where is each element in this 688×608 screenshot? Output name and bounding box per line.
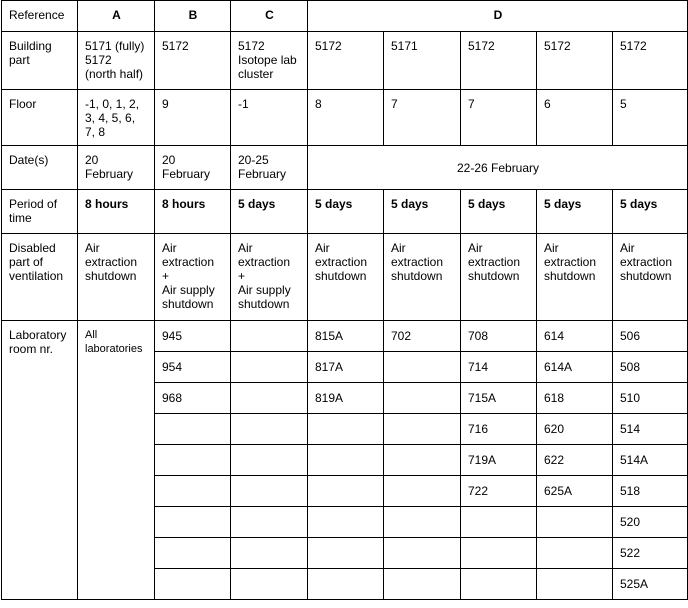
building-d5: 5172 [613,32,688,90]
period-d1: 5 days [308,190,384,234]
period-d5: 5 days [613,190,688,234]
lab-cell: 625A [537,476,613,507]
lab-cell: 614A [537,352,613,383]
lab-cell [384,445,461,476]
lab-cell: 968 [155,383,231,414]
disabled-d1: Air extraction shutdown [308,234,384,321]
floor-c: -1 [231,90,308,146]
lab-cell [231,414,308,445]
lab-cell: 708 [461,321,537,352]
lab-cell [384,569,461,600]
floor-b: 9 [155,90,231,146]
lab-cell [384,352,461,383]
lab-cell [384,476,461,507]
labs-label: Laboratory room nr. [2,321,78,600]
floor-d5: 5 [613,90,688,146]
disabled-label: Disabled part of ventilation [2,234,78,321]
lab-cell: 702 [384,321,461,352]
dates-a: 20 February [78,146,155,190]
lab-cell: 508 [613,352,688,383]
lab-cell [308,476,384,507]
lab-cell [384,538,461,569]
period-a: 8 hours [78,190,155,234]
lab-cell [537,507,613,538]
lab-cell: 520 [613,507,688,538]
lab-cell: 715A [461,383,537,414]
dates-b: 20 February [155,146,231,190]
lab-cell: 622 [537,445,613,476]
lab-cell [308,569,384,600]
lab-cell: 510 [613,383,688,414]
column-c-header: C [231,1,308,32]
building-d1: 5172 [308,32,384,90]
period-label: Period of time [2,190,78,234]
building-b: 5172 [155,32,231,90]
lab-cell: 815A [308,321,384,352]
lab-cell [231,383,308,414]
lab-cell [384,383,461,414]
lab-cell [537,538,613,569]
lab-cell [537,569,613,600]
lab-cell: 719A [461,445,537,476]
lab-cell [155,569,231,600]
lab-cell [231,538,308,569]
floor-label: Floor [2,90,78,146]
building-a: 5171 (fully) 5172 (north half) [78,32,155,90]
building-row [2,32,688,90]
period-d4: 5 days [537,190,613,234]
header-row [2,1,688,32]
dates-row [2,146,688,190]
lab-cell [461,538,537,569]
reference-header: Reference [2,1,78,32]
lab-cell [384,507,461,538]
floor-d1: 8 [308,90,384,146]
lab-cell [231,352,308,383]
lab-cell: 614 [537,321,613,352]
period-d3: 5 days [461,190,537,234]
floor-row [2,90,688,146]
lab-cell: 954 [155,352,231,383]
dates-label: Date(s) [2,146,78,190]
disabled-d2: Air extraction shutdown [384,234,461,321]
column-a-header: A [78,1,155,32]
lab-cell [231,569,308,600]
floor-d3: 7 [461,90,537,146]
lab-cell [155,507,231,538]
lab-cell [231,476,308,507]
building-d2: 5171 [384,32,461,90]
disabled-a: Air extraction shutdown [78,234,155,321]
column-b-header: B [155,1,231,32]
lab-cell: 522 [613,538,688,569]
disabled-d4: Air extraction shutdown [537,234,613,321]
lab-cell: 620 [537,414,613,445]
lab-cell [155,538,231,569]
disabled-c: Air extraction + Air supply shutdown [231,234,308,321]
lab-cell [231,507,308,538]
building-c: 5172 Isotope lab cluster [231,32,308,90]
lab-cell [155,414,231,445]
lab-cell: 514A [613,445,688,476]
period-d2: 5 days [384,190,461,234]
lab-cell: 722 [461,476,537,507]
floor-a: -1, 0, 1, 2, 3, 4, 5, 6, 7, 8 [78,90,155,146]
disabled-row [2,234,688,321]
lab-row [2,321,688,352]
lab-cell [155,476,231,507]
disabled-d3: Air extraction shutdown [461,234,537,321]
building-d4: 5172 [537,32,613,90]
lab-cell [461,507,537,538]
dates-c: 20-25 February [231,146,308,190]
lab-cell [384,414,461,445]
lab-cell: 819A [308,383,384,414]
lab-cell: 945 [155,321,231,352]
column-d-header: D [308,1,688,32]
lab-cell [231,445,308,476]
period-b: 8 hours [155,190,231,234]
lab-cell [308,538,384,569]
period-row [2,190,688,234]
lab-cell [308,507,384,538]
lab-cell [308,445,384,476]
lab-cell: 506 [613,321,688,352]
lab-cell: 817A [308,352,384,383]
disabled-b: Air extraction + Air supply shutdown [155,234,231,321]
building-d3: 5172 [461,32,537,90]
period-c: 5 days [231,190,308,234]
disabled-d5: Air extraction shutdown [613,234,688,321]
lab-cell: 518 [613,476,688,507]
lab-cell: 514 [613,414,688,445]
lab-cell: 618 [537,383,613,414]
lab-cell [231,321,308,352]
floor-d4: 6 [537,90,613,146]
labs-a: All laboratories [78,321,155,600]
lab-cell: 716 [461,414,537,445]
lab-cell [155,445,231,476]
building-label: Building part [2,32,78,90]
lab-cell [308,414,384,445]
dates-d: 22-26 February [308,146,688,190]
lab-cell [461,569,537,600]
lab-cell: 714 [461,352,537,383]
lab-cell: 525A [613,569,688,600]
ventilation-shutdown-table [1,0,688,600]
floor-d2: 7 [384,90,461,146]
